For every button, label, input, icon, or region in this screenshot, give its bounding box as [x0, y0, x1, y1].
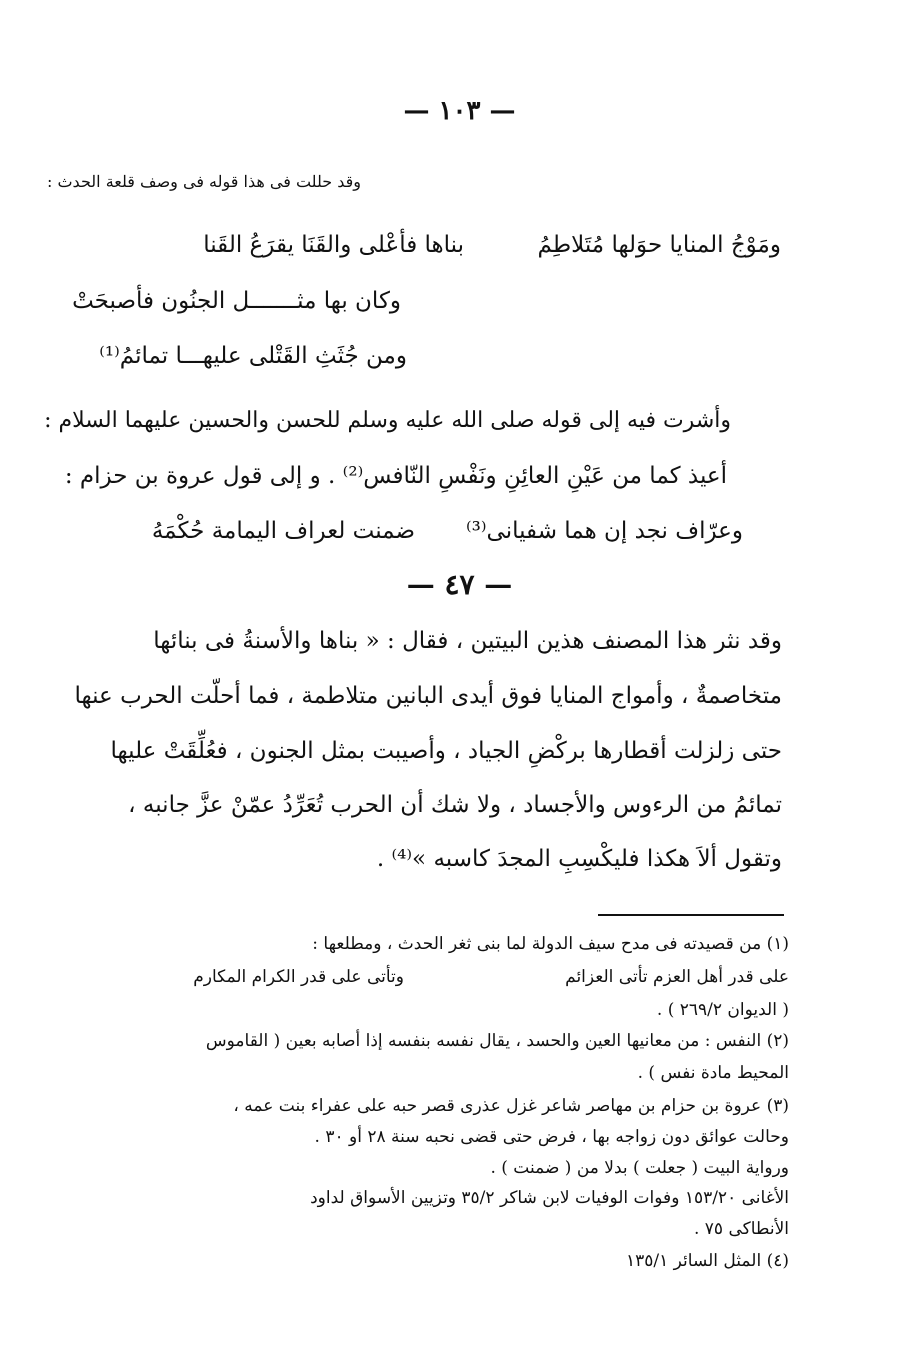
paragraph2-line2: أعيذ كما من عَيْنِ العائِنِ ونَفْسِ النّافس⁽²⁾ . و إلى قول عروة بن حزام :: [64, 463, 727, 489]
verse1-hemistich-b: ومَوْجُ المنايا حوَلها مُتَلاطِمُ: [537, 232, 781, 258]
footnote-2-line2: المحيط مادة نفس ) .: [637, 1063, 789, 1083]
section-number: — ٤٧ —: [406, 568, 513, 601]
intro-line: وقد حللت فى هذا قوله فى وصف قلعة الحدث :: [47, 172, 361, 191]
footnote-1-verse-b: وتأتى على قدر الكرام المكارم: [193, 967, 404, 987]
verse2-hemistich-b: وعرّاف نجد إن هما شفيانى⁽³⁾: [466, 518, 743, 544]
footnote-1-line1: (١) من قصيدته فى مدح سيف الدولة لما بنى ثغر الحدث ، ومطلعها :: [312, 934, 789, 954]
footnote-1-source: ( الديوان ٢٦٩/٢ ) .: [656, 1000, 789, 1020]
footnote-3-line4: الأغانى ١٥٣/٢٠ وفوات الوفيات لابن شاكر ٣٥/٢ وتزيين الأسواق لداود: [310, 1188, 789, 1208]
verse2-hemistich-a: ضمنت لعراف اليمامة حُكْمَهُ: [151, 518, 415, 544]
paragraph3-line: حتى زلزلت أقطارها بركْضِ الجياد ، وأصيبت بمثل الجنون ، فعُلِّقَتْ عليها: [110, 738, 782, 764]
footnote-2-line1: (٢) النفس : من معانيها العين والحسد ، يقال نفسه بنفسه إذا أصابه بعين ( القاموس: [205, 1031, 789, 1051]
page-number: — ١٠٣ —: [403, 96, 516, 126]
footnote-1-verse-a: على قدر أهل العزم تأتى العزائم: [565, 967, 789, 987]
verse1-line2: وكان بها مثـــــــل الجنُون فأصبحَتْ: [72, 288, 401, 314]
footnote-3-line5: الأنطاكى ٧٥ .: [693, 1219, 789, 1239]
footnote-3-line2: وحالت عوائق دون زواجه بها ، فرض حتى قضى نحبه سنة ٢٨ أو ٣٠ .: [314, 1127, 789, 1147]
footnote-4-line1: (٤) المثل السائر ١٣٥/١: [626, 1251, 789, 1271]
verse1-hemistich-a: بناها فأعْلى والقَنَا يقرَعُ القَنا: [203, 232, 464, 258]
footnote-3-line3: ورواية البيت ( جعلت ) بدلا من ( ضمنت ) .: [490, 1158, 789, 1178]
verse1-line3: ومن جُثَثِ القَتْلى عليهـــا تمائمُ⁽¹⁾: [99, 343, 407, 369]
footnote-3-line1: (٣) عروة بن حزام بن مهاصر شاعر غزل عذرى قصر حبه على عفراء بنت عمه ،: [233, 1096, 789, 1116]
footnote-divider: [598, 914, 784, 916]
paragraph3-line: متخاصمةٌ ، وأمواج المنايا فوق أيدى البانين متلاطمة ، فما أحلّت الحرب عنها: [74, 683, 782, 709]
paragraph3-line: وقد نثر هذا المصنف هذين البيتين ، فقال : « بناها والأسنةُ فى بنائها: [153, 628, 782, 654]
paragraph2-line1: وأشرت فيه إلى قوله صلى الله عليه وسلم للحسن والحسين عليهما السلام :: [44, 408, 731, 433]
paragraph3-line: تمائمُ من الرءوس والأجساد ، ولا شك أن الحرب تُعَرِّدُ عمّنْ عزَّ جانبه ،: [128, 792, 782, 818]
paragraph3-line: وتقول ألاَ هكذا فليكْسِبِ المجدَ كاسبه »⁽⁴⁾ .: [376, 846, 782, 872]
